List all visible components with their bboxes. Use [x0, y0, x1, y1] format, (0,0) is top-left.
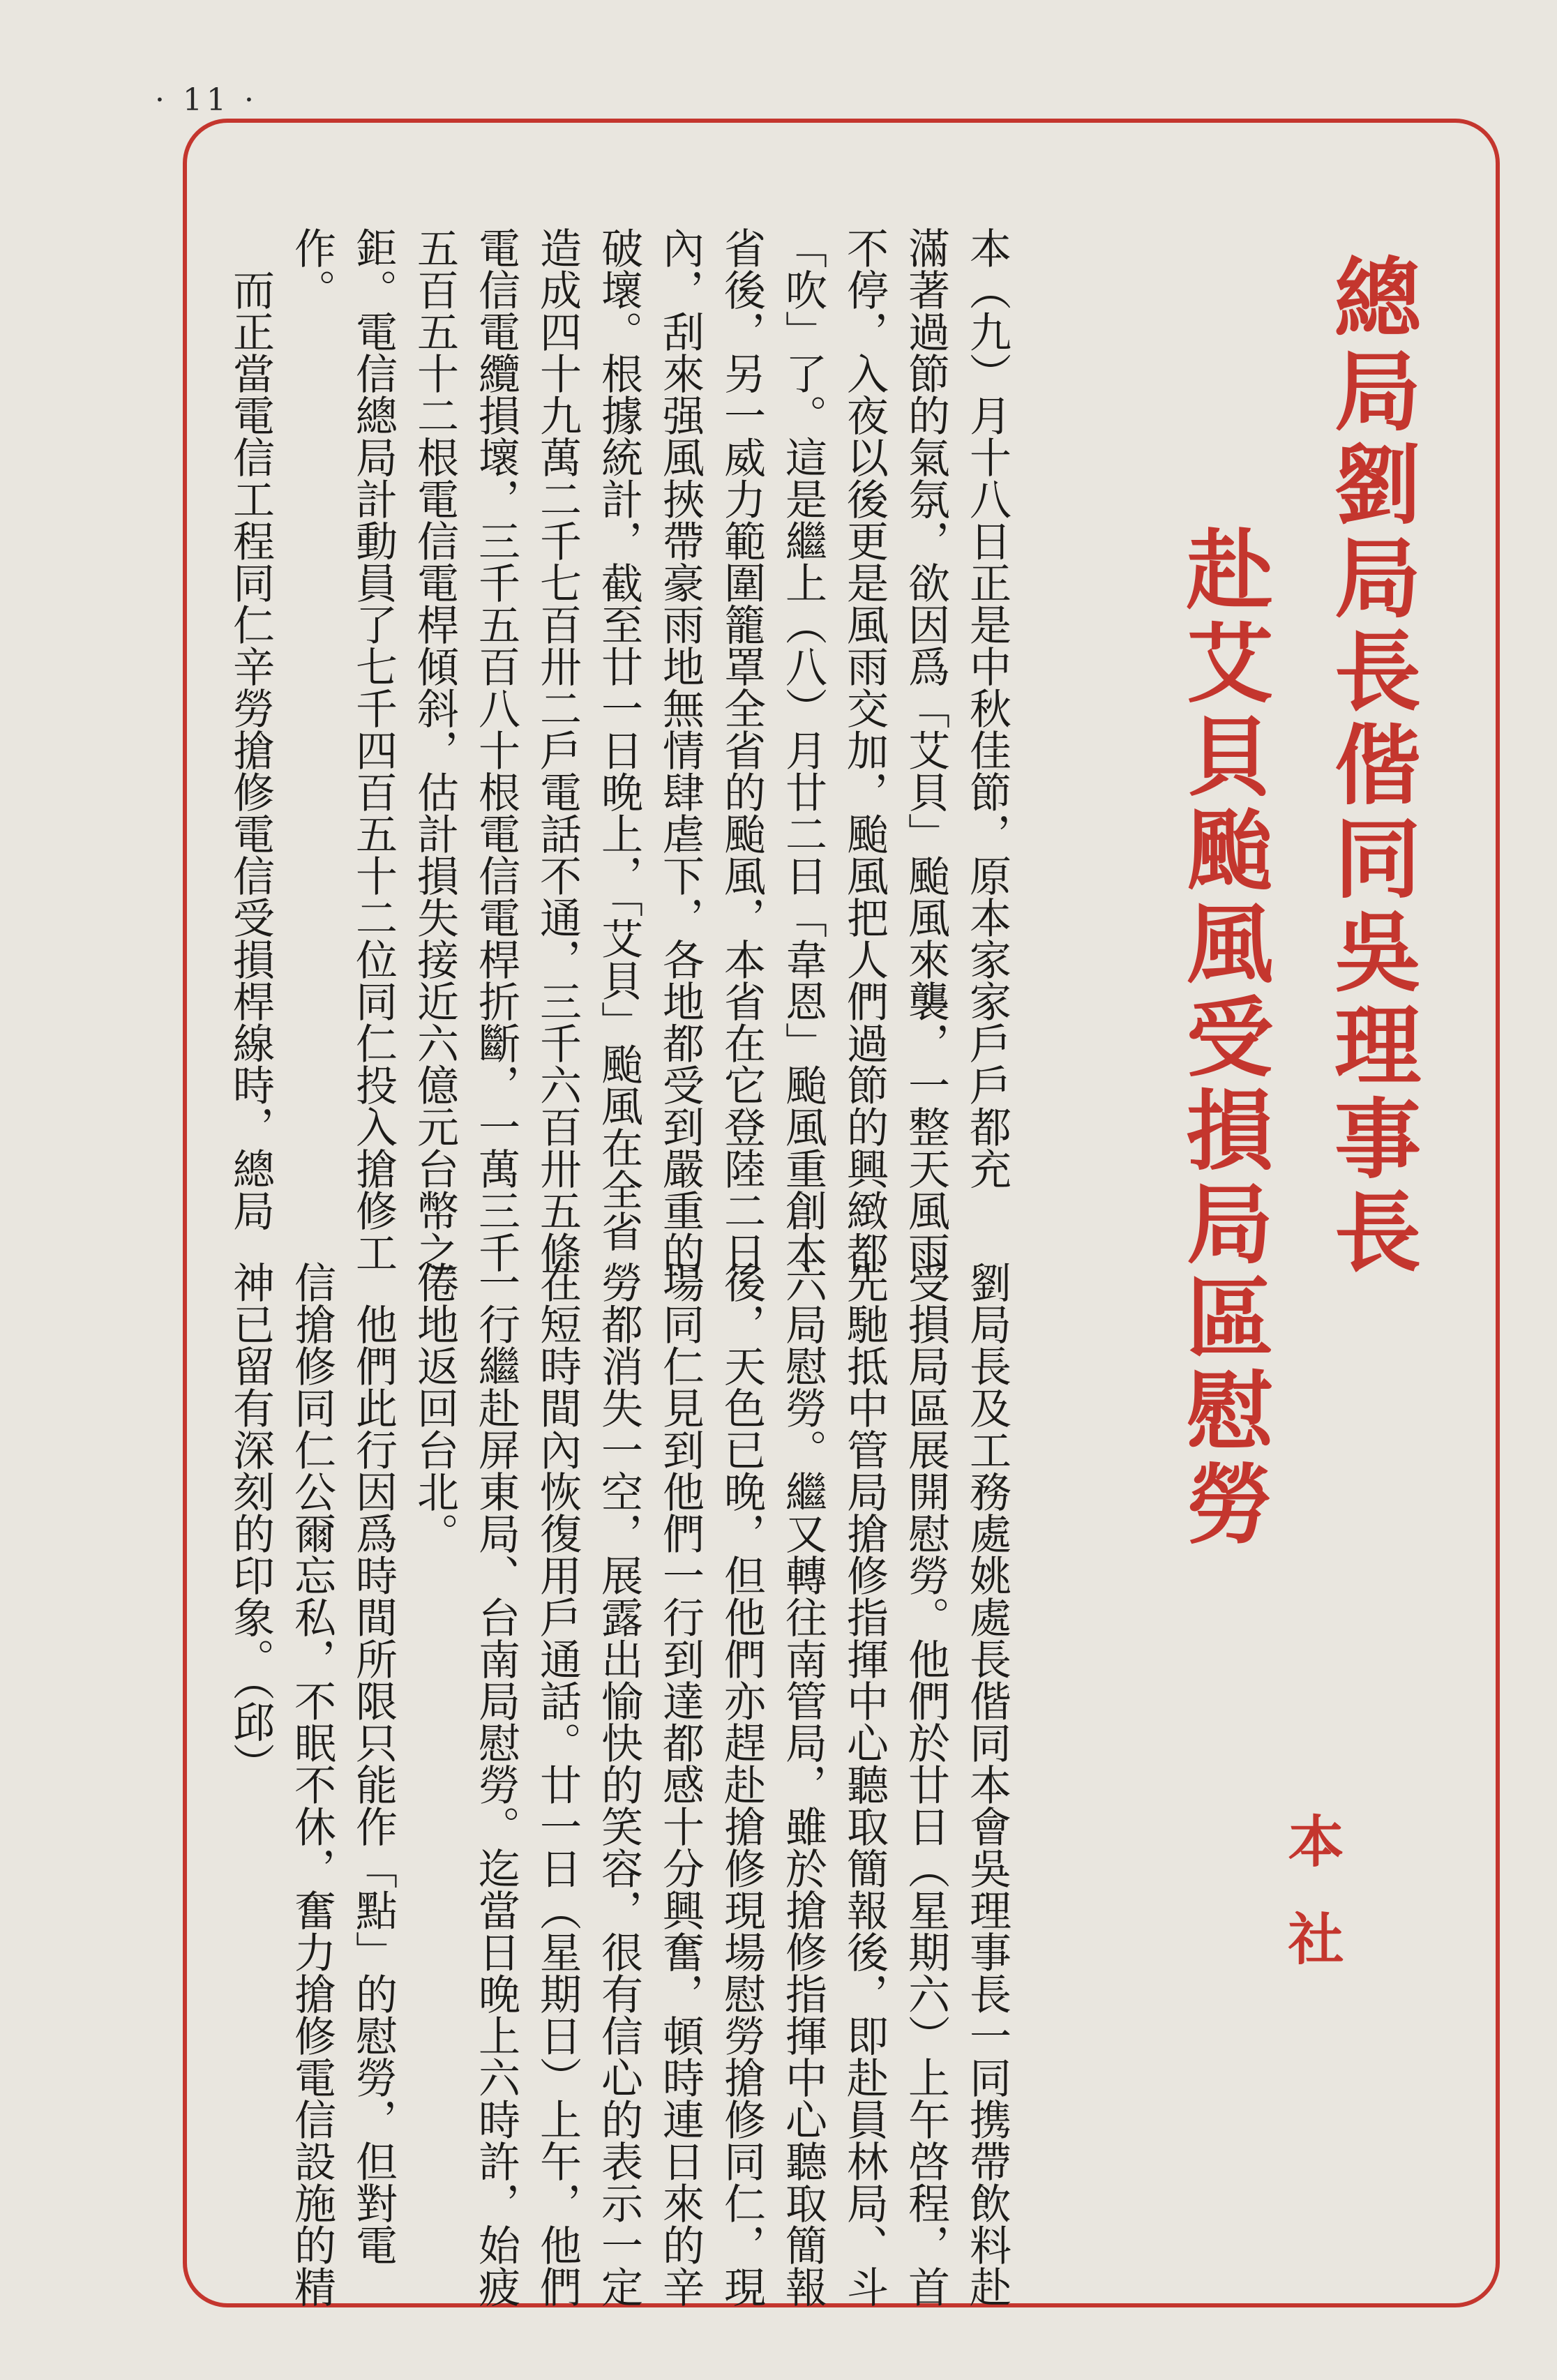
text-column: 倦地返回台北。 — [410, 1261, 459, 1554]
text-column: 劉局長及工務處姚處長偕同本會吳理事長一同携帶飲料赴 — [963, 1261, 1011, 2307]
text-column: 而正當電信工程同仁辛勞搶修電信受損桿線時，總局 — [226, 227, 275, 1231]
text-column: 先馳抵中管局搶修指揮中心聽取簡報後，即赴員林局、斗 — [840, 1261, 889, 2307]
text-column: 在短時間內恢復用戶通話。廿一日（星期日）上午，他們 — [533, 1261, 582, 2307]
text-column: 信搶修同仁公爾忘私，不眠不休，奮力搶修電信設施的精 — [287, 1261, 336, 2307]
text-column: 六局慰勞。繼又轉往南管局，雖於搶修指揮中心聽取簡報 — [778, 1261, 827, 2307]
text-column: 五百五十二根電信電桿傾斜，估計損失接近六億元台幣之 — [410, 227, 459, 1273]
text-column: 造成四十九萬二千七百卅二戶電話不通，三千六百卅五條 — [533, 227, 582, 1273]
text-column: 勞都消失一空，展露出愉快的笑容，很有信心的表示一定 — [594, 1261, 643, 2307]
text-column: 一行繼赴屏東局、台南局慰勞。迄當日晚上六時許，始疲 — [472, 1261, 520, 2307]
text-column: 「吹」了。這是繼上（八）月廿二日「韋恩」颱風重創本 — [778, 227, 827, 1273]
text-column: 不停，入夜以後更是風雨交加，颱風把人們過節的興緻都 — [840, 227, 889, 1273]
text-column: 滿著過節的氣氛，欲因爲「艾貝」颱風來襲，一整天風雨 — [901, 227, 950, 1273]
article-byline: 本社 — [1279, 1812, 1344, 2008]
article-title-line-1: 總局劉局長偕同吳理事長 — [1320, 253, 1421, 1281]
text-column: 本（九）月十八日正是中秋佳節，原本家家戶戶都充 — [963, 227, 1011, 1189]
text-column: 作。 — [287, 227, 336, 310]
text-column: 內，刮來强風挾帶豪雨地無情肆虐下，各地都受到嚴重的 — [656, 227, 705, 1273]
text-column: 他們此行因爲時間所限只能作「點」的慰勞，但對電 — [349, 1261, 398, 2266]
text-column: 電信電纜損壞，三千五百八十根電信電桿折斷，一萬三千 — [472, 227, 520, 1273]
text-column: 後，天色已晚，但他們亦趕赴搶修現場慰勞搶修同仁，現 — [717, 1261, 766, 2307]
text-column: 省後，另一威力範圍籠罩全省的颱風，本省在它登陸二日 — [717, 227, 766, 1273]
text-column: 受損局區展開慰勞。他們於廿日（星期六）上午啓程，首 — [901, 1261, 950, 2307]
text-column: 鉅。電信總局計動員了七千四百五十二位同仁投入搶修工 — [349, 227, 398, 1273]
text-column: 場同仁見到他們一行到達都感十分興奮，頓時連日來的辛 — [656, 1261, 705, 2307]
page-number: · 11 · — [155, 82, 258, 118]
text-column: 破壞。根據統計，截至廿一日晚上，「艾貝」颱風在全省 — [594, 227, 643, 1252]
article-title-line-2: 赴艾貝颱風受損局區慰勞 — [1172, 525, 1273, 1553]
text-column: 神已留有深刻的印象。（邱） — [226, 1261, 275, 1784]
